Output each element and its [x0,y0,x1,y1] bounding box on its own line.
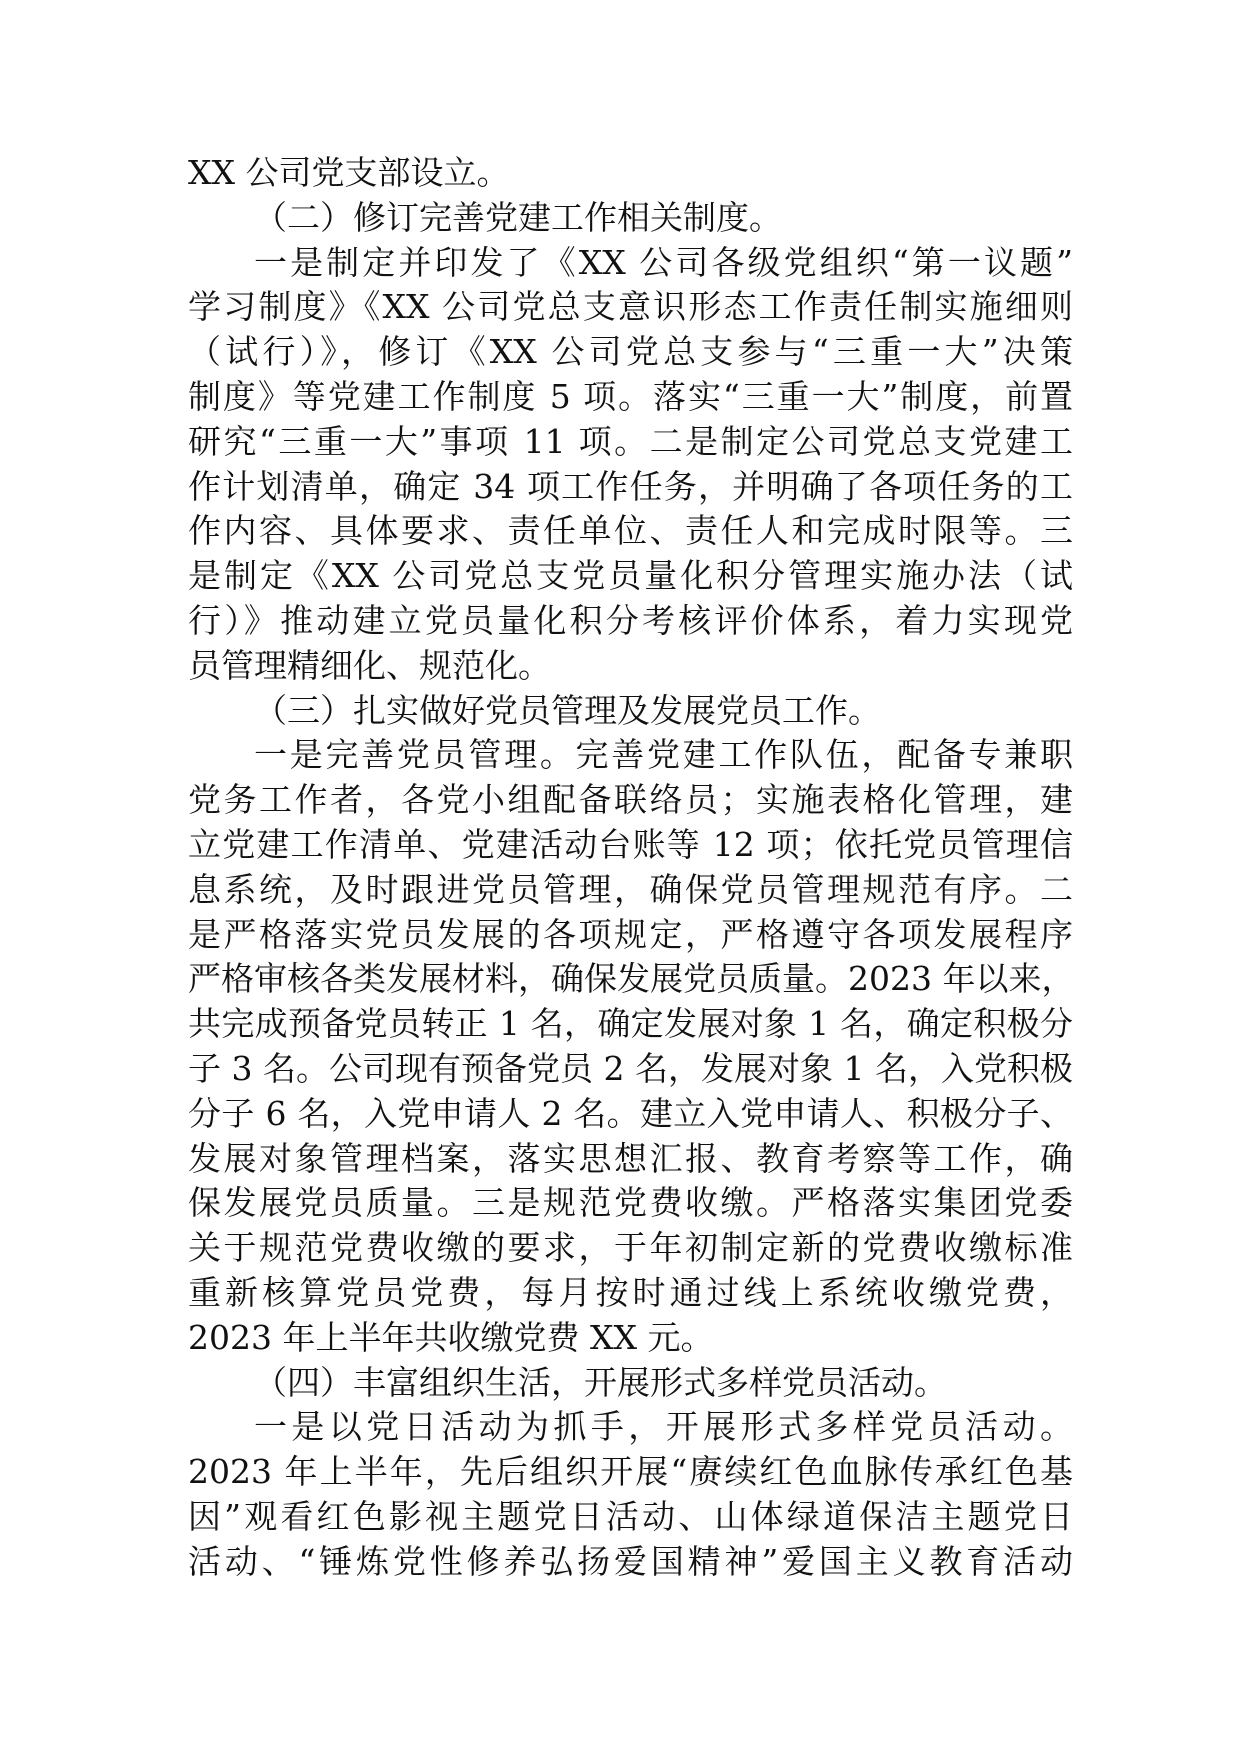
text-line: 行）》推动建立党员量化积分考核评价体系，着力实现党 [188,600,1073,640]
section-heading: （二）修订完善党建工作相关制度。 [254,197,782,237]
text-line: 分子 6 名，入党申请人 2 名。建立入党申请人、积极分子、 [188,1093,1073,1133]
text-line: 制度》等党建工作制度 5 项。落实“三重一大”制度，前置 [188,376,1073,416]
text-line: 作内容、具体要求、责任单位、责任人和完成时限等。三 [188,511,1073,551]
section-heading: （四）丰富组织生活，开展形式多样党员活动。 [254,1362,947,1402]
text-line: （试行）》，修订《XX 公司党总支参与“三重一大”决策 [188,332,1073,372]
text-line: 重新核算党员党费，每月按时通过线上系统收缴党费， [188,1272,1073,1312]
text-line: 研究“三重一大”事项 11 项。二是制定公司党总支党建工 [188,421,1073,461]
text-line: 子 3 名。公司现有预备党员 2 名，发展对象 1 名，入党积极 [188,1048,1073,1088]
text-line: XX 公司党支部设立。 [188,153,510,192]
text-line: 一是完善党员管理。完善党建工作队伍，配备专兼职 [254,735,1073,775]
text-line: 保发展党员质量。三是规范党费收缴。严格落实集团党委 [188,1183,1073,1223]
text-line: 一是制定并印发了《XX 公司各级党组织“第一议题” [254,242,1073,282]
text-line: 员管理精细化、规范化。 [188,645,551,685]
text-line: 因”观看红色影视主题党日活动、山体绿道保洁主题党日 [188,1496,1073,1536]
text-line: 关于规范党费收缴的要求，于年初制定新的党费收缴标准 [188,1228,1073,1268]
section-heading: （三）扎实做好党员管理及发展党员工作。 [254,690,881,730]
text-line: 立党建工作清单、党建活动台账等 12 项；依托党员管理信 [188,824,1073,864]
text-line: 是严格落实党员发展的各项规定，严格遵守各项发展程序 [188,914,1073,954]
text-line: 作计划清单，确定 34 项工作任务，并明确了各项任务的工 [188,466,1073,506]
text-line: 2023 年上半年共收缴党费 XX 元。 [188,1317,714,1357]
text-line: 息系统，及时跟进党员管理，确保党员管理规范有序。二 [188,869,1073,909]
text-line: 一是以党日活动为抓手，开展形式多样党员活动。 [254,1407,1073,1447]
text-line: 共完成预备党员转正 1 名，确定发展对象 1 名，确定积极分 [188,1004,1073,1044]
body-text [188,151,1073,1585]
text-line: 发展对象管理档案，落实思想汇报、教育考察等工作，确 [188,1138,1073,1178]
text-line: 2023 年上半年，先后组织开展“赓续红色血脉传承红色基 [188,1452,1073,1492]
text-line: 活动、“锤炼党性修养弘扬爱国精神”爱国主义教育活动 [188,1541,1073,1581]
text-line: 是制定《XX 公司党总支党员量化积分管理实施办法（试 [188,556,1073,596]
text-line: 学习制度》《XX 公司党总支意识形态工作责任制实施细则 [188,287,1073,327]
text-line: 严格审核各类发展材料，确保发展党员质量。2023 年以来， [188,959,1075,999]
text-line: 党务工作者，各党小组配备联络员；实施表格化管理，建 [188,780,1073,820]
